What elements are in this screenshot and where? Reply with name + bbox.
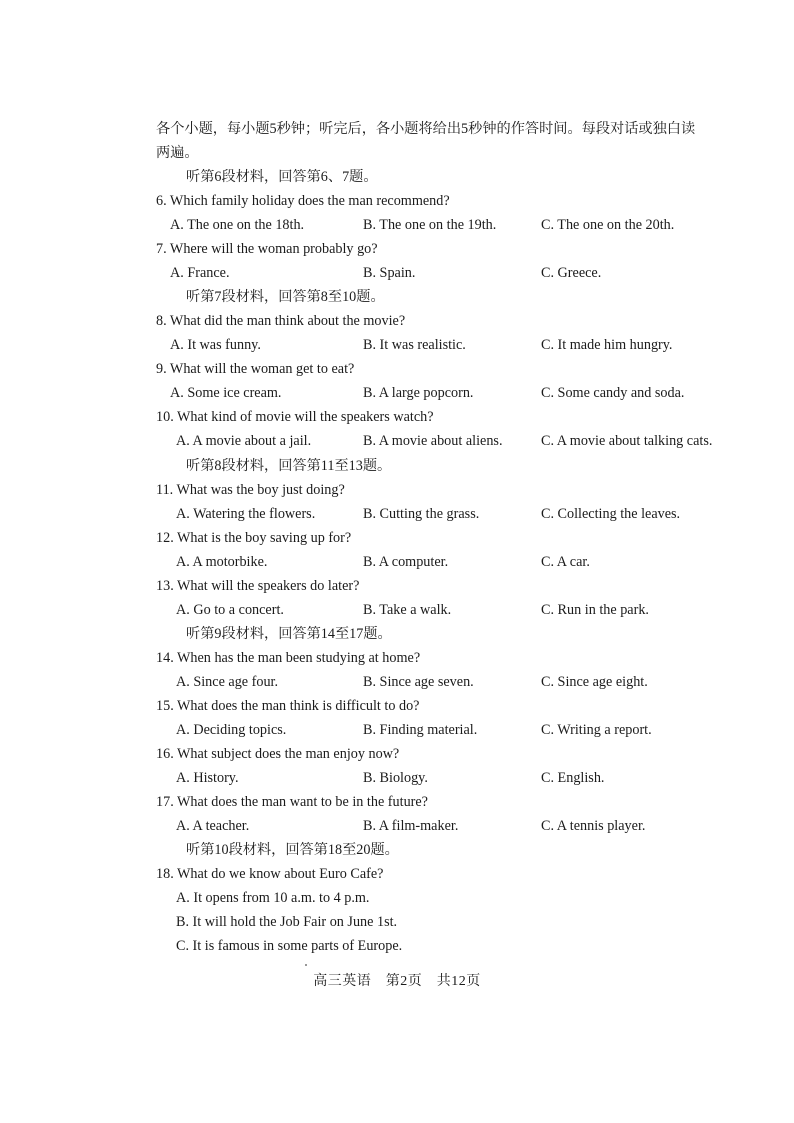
option-a: A. Go to a concert. [176,602,284,618]
option-a: A. Deciding topics. [176,722,287,738]
option-b: B. A computer. [363,554,449,570]
question-stem: 17. What does the man want to be in the future? [156,794,428,810]
option-c: C. A car. [541,554,590,570]
option-a: A. A movie about a jail. [176,433,312,449]
option-a: A. The one on the 18th. [170,217,305,233]
question-stem: 12. What is the boy saving up for? [156,530,352,546]
question-stem: 15. What does the man think is difficult to do? [156,698,420,714]
option-c: C. Writing a report. [541,722,652,738]
option-c: C. A movie about talking cats. [541,433,713,449]
question-stem: 7. Where will the woman probably go? [156,241,378,257]
option-c: C. It is famous in some parts of Europe. [176,938,403,954]
section-instruction: 听第6段材料，回答第6、7题。 [186,169,378,185]
option-a: A. Since age four. [176,674,279,690]
section-instruction: 听第10段材料，回答第18至20题。 [186,842,399,858]
option-b: B. Take a walk. [363,602,452,618]
option-b: B. A large popcorn. [363,385,474,401]
option-a: A. A motorbike. [176,554,268,570]
question-stem: 8. What did the man think about the movie? [156,313,406,329]
option-b: B. The one on the 19th. [363,217,497,233]
option-b: B. It will hold the Job Fair on June 1st. [176,914,398,930]
section-instruction: 听第7段材料，回答第8至10题。 [186,289,385,305]
scan-speck [305,964,307,966]
question-stem: 9. What will the woman get to eat? [156,361,355,377]
option-b: B. Biology. [363,770,428,786]
option-c: C. Greece. [541,265,602,281]
option-b: B. Spain. [363,265,416,281]
question-stem: 13. What will the speakers do later? [156,578,360,594]
question-stem: 10. What kind of movie will the speakers watch? [156,409,434,425]
option-a: A. It opens from 10 a.m. to 4 p.m. [176,890,370,906]
option-b: B. Cutting the grass. [363,506,480,522]
option-c: C. It made him hungry. [541,337,673,353]
option-c: C. The one on the 20th. [541,217,675,233]
question-stem: 11. What was the boy just doing? [156,482,345,498]
question-stem: 18. What do we know about Euro Cafe? [156,866,384,882]
option-c: C. Run in the park. [541,602,649,618]
question-stem: 6. Which family holiday does the man recommend? [156,193,450,209]
option-a: A. It was funny. [170,337,261,353]
option-b: B. Since age seven. [363,674,474,690]
question-stem: 14. When has the man been studying at home? [156,650,421,666]
option-c: C. English. [541,770,605,786]
option-a: A. History. [176,770,239,786]
intro-line-1: 各个小题，每小题5秒钟；听完后，各小题将给出5秒钟的作答时间。每段对话或独白读 [156,121,696,137]
option-c: C. Some candy and soda. [541,385,685,401]
option-c: C. Collecting the leaves. [541,506,681,522]
option-a: A. Some ice cream. [170,385,282,401]
option-c: C. A tennis player. [541,818,646,834]
option-a: A. France. [170,265,230,281]
question-stem: 16. What subject does the man enjoy now? [156,746,400,762]
option-b: B. A film-maker. [363,818,459,834]
option-b: B. A movie about aliens. [363,433,503,449]
option-a: A. A teacher. [176,818,250,834]
intro-line-2: 两遍。 [156,145,199,161]
option-a: A. Watering the flowers. [176,506,316,522]
section-instruction: 听第8段材料，回答第11至13题。 [186,458,392,474]
option-c: C. Since age eight. [541,674,648,690]
section-instruction: 听第9段材料，回答第14至17题。 [186,626,392,642]
option-b: B. It was realistic. [363,337,466,353]
option-b: B. Finding material. [363,722,478,738]
page-footer: 高三英语 第2页 共12页 [313,974,481,989]
